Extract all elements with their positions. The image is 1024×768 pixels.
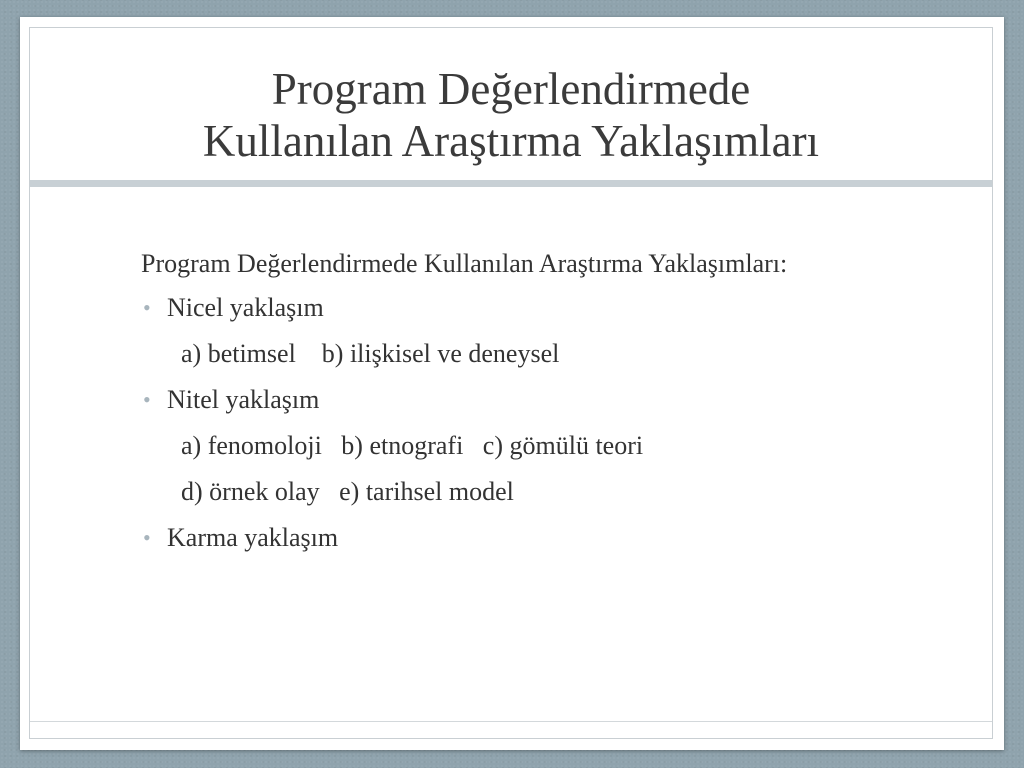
title-line-2: Kullanılan Araştırma Yaklaşımları — [202, 116, 820, 166]
title-line-1: Program Değerlendirmede — [271, 64, 751, 114]
bullet-item — [141, 293, 841, 323]
slide-body — [141, 249, 841, 569]
title-area — [30, 28, 992, 188]
bullet-item — [141, 385, 841, 415]
bullet-icon: • — [143, 387, 151, 412]
slide-title — [203, 49, 819, 167]
sub-item: d) örnek olay e) tarihsel model — [181, 477, 514, 506]
slide — [20, 17, 1004, 750]
title-divider — [30, 180, 992, 187]
sub-item: a) betimsel b) ilişkisel ve deneysel — [181, 339, 560, 368]
bullet-item — [141, 523, 841, 553]
bottom-divider — [30, 721, 992, 722]
bullet-label: Karma yaklaşım — [167, 523, 339, 552]
intro-text: Program Değerlendirmede Kullanılan Araştırma Yaklaşımları: — [141, 249, 788, 278]
bullet-label: Nitel yaklaşım — [167, 385, 320, 414]
bullet-label: Nicel yaklaşım — [167, 293, 324, 322]
sub-item: a) fenomoloji b) etnografi c) gömülü teori — [181, 431, 644, 460]
bullet-icon: • — [143, 525, 151, 550]
bullet-icon: • — [143, 295, 151, 320]
